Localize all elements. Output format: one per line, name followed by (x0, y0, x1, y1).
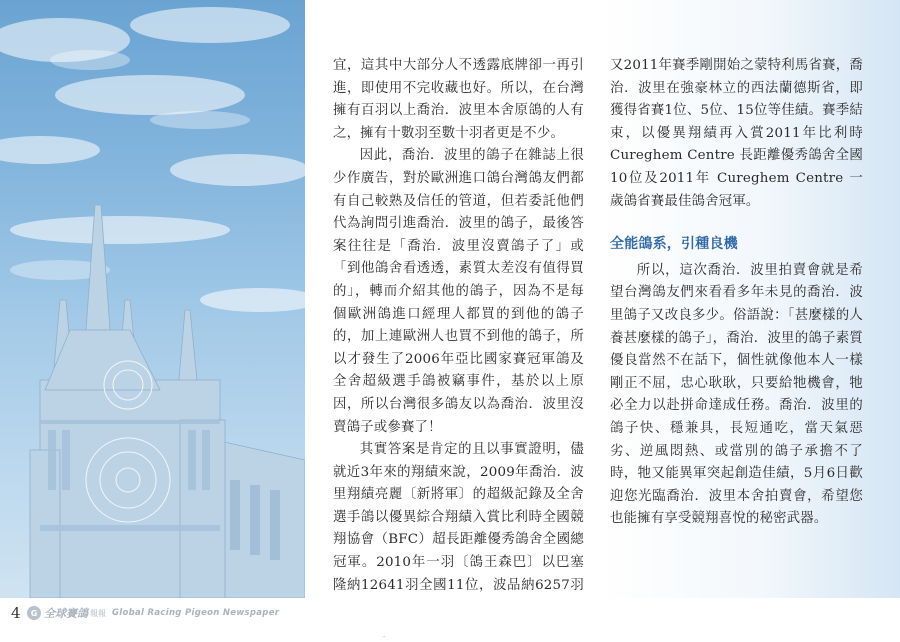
logo-chinese-suffix: 報報 (90, 608, 106, 618)
publication-logo (27, 605, 279, 621)
text-column-middle (333, 55, 584, 642)
paragraph: 因此，喬治．波里的鴿子在雜誌上很少作廣告，對於歐洲進口鴿台灣鴿友們都有自己較熟及信任的管道，但若委託他們代為詢問引進喬治．波里的鴿子，最後答案往往是「喬治．波里沒賣鴿子了」或「到他鴿舍看透透，素質太差沒有值得買的」，轉而介紹其他的鴿子，因為不是每個歐洲鴿進口經理人都買的到他的鴿子的，加上連歐洲人也買不到他的鴿子，所以才發生了2006年亞比國家賽冠軍鴿及全舍超級選手鴿被竊事件，基於以上原因，所以台灣很多鴿友以為喬治．波里沒賣鴿子或參賽了！ (333, 148, 584, 435)
page-number: 4 (11, 604, 21, 622)
logo-mark-icon: G (27, 606, 41, 620)
logo-chinese-name: 全球賽鴿 (44, 607, 88, 620)
text-column-right (610, 55, 863, 531)
paragraph: 宜，這其中大部分人不透露底牌卻一再引進，即使用不完收藏也好。所以，在台灣擁有百羽以上喬治．波里本舍原鴿的人有之，擁有十數羽至數十羽者更是不少。 (333, 58, 584, 141)
paragraph: 又2011年賽季剛開始之蒙特利馬省賽，喬治．波里在強豪林立的西法蘭德斯省，即獲得省賽1位、5位、15位等佳績。賽季結束，以優異翔績再入賞2011年比利時 Cureghem Centre 長距離優秀鴿舍全國10位及2011年 Cureghem Centre 一歲鴿省賽最佳鴿舍冠軍。 (610, 58, 863, 209)
paragraph: 所以，這次喬治．波里拍賣會就是希望台灣鴿友們來看看多年未見的喬治．波里鴿子又改良多少。俗語說：「甚麼樣的人養甚麼樣的鴿子」，喬治．波里的鴿子素質優良當然不在話下，個性就像他本人一樣剛正不屈，忠心耿耿，只要給牠機會，牠必全力以赴拼命達成任務。喬治．波里的鴿子快、穩兼具，長短通吃，當天氣惡劣、逆風悶熱、或當別的鴿子承擔不了時，牠又能異軍突起創造佳績，5月6日歡迎您光臨喬治．波里本舍拍賣會，希望您也能擁有享受競翔喜悅的秘密武器。 (610, 262, 863, 527)
cathedral-photo (0, 0, 305, 598)
section-heading: 全能鴿系，引種良機 (610, 236, 738, 253)
notre-dame-image (0, 0, 305, 598)
paragraph: 其實答案是肯定的且以事實證明，儘就近3年來的翔績來說，2009年喬治．波里翔績亮麗〔新將軍〕的超級記錄及全舍選手鴿以優異綜合翔績入賞比利時全國競翔協會（BFC）超長距離優秀鴿舍全國總冠軍。2010年一羽〔鴿王森巴〕以巴塞隆納12641羽全國11位，波品納6257羽 (333, 442, 584, 593)
logo-english-name: Global Racing Pigeon Newspaper (112, 608, 280, 618)
